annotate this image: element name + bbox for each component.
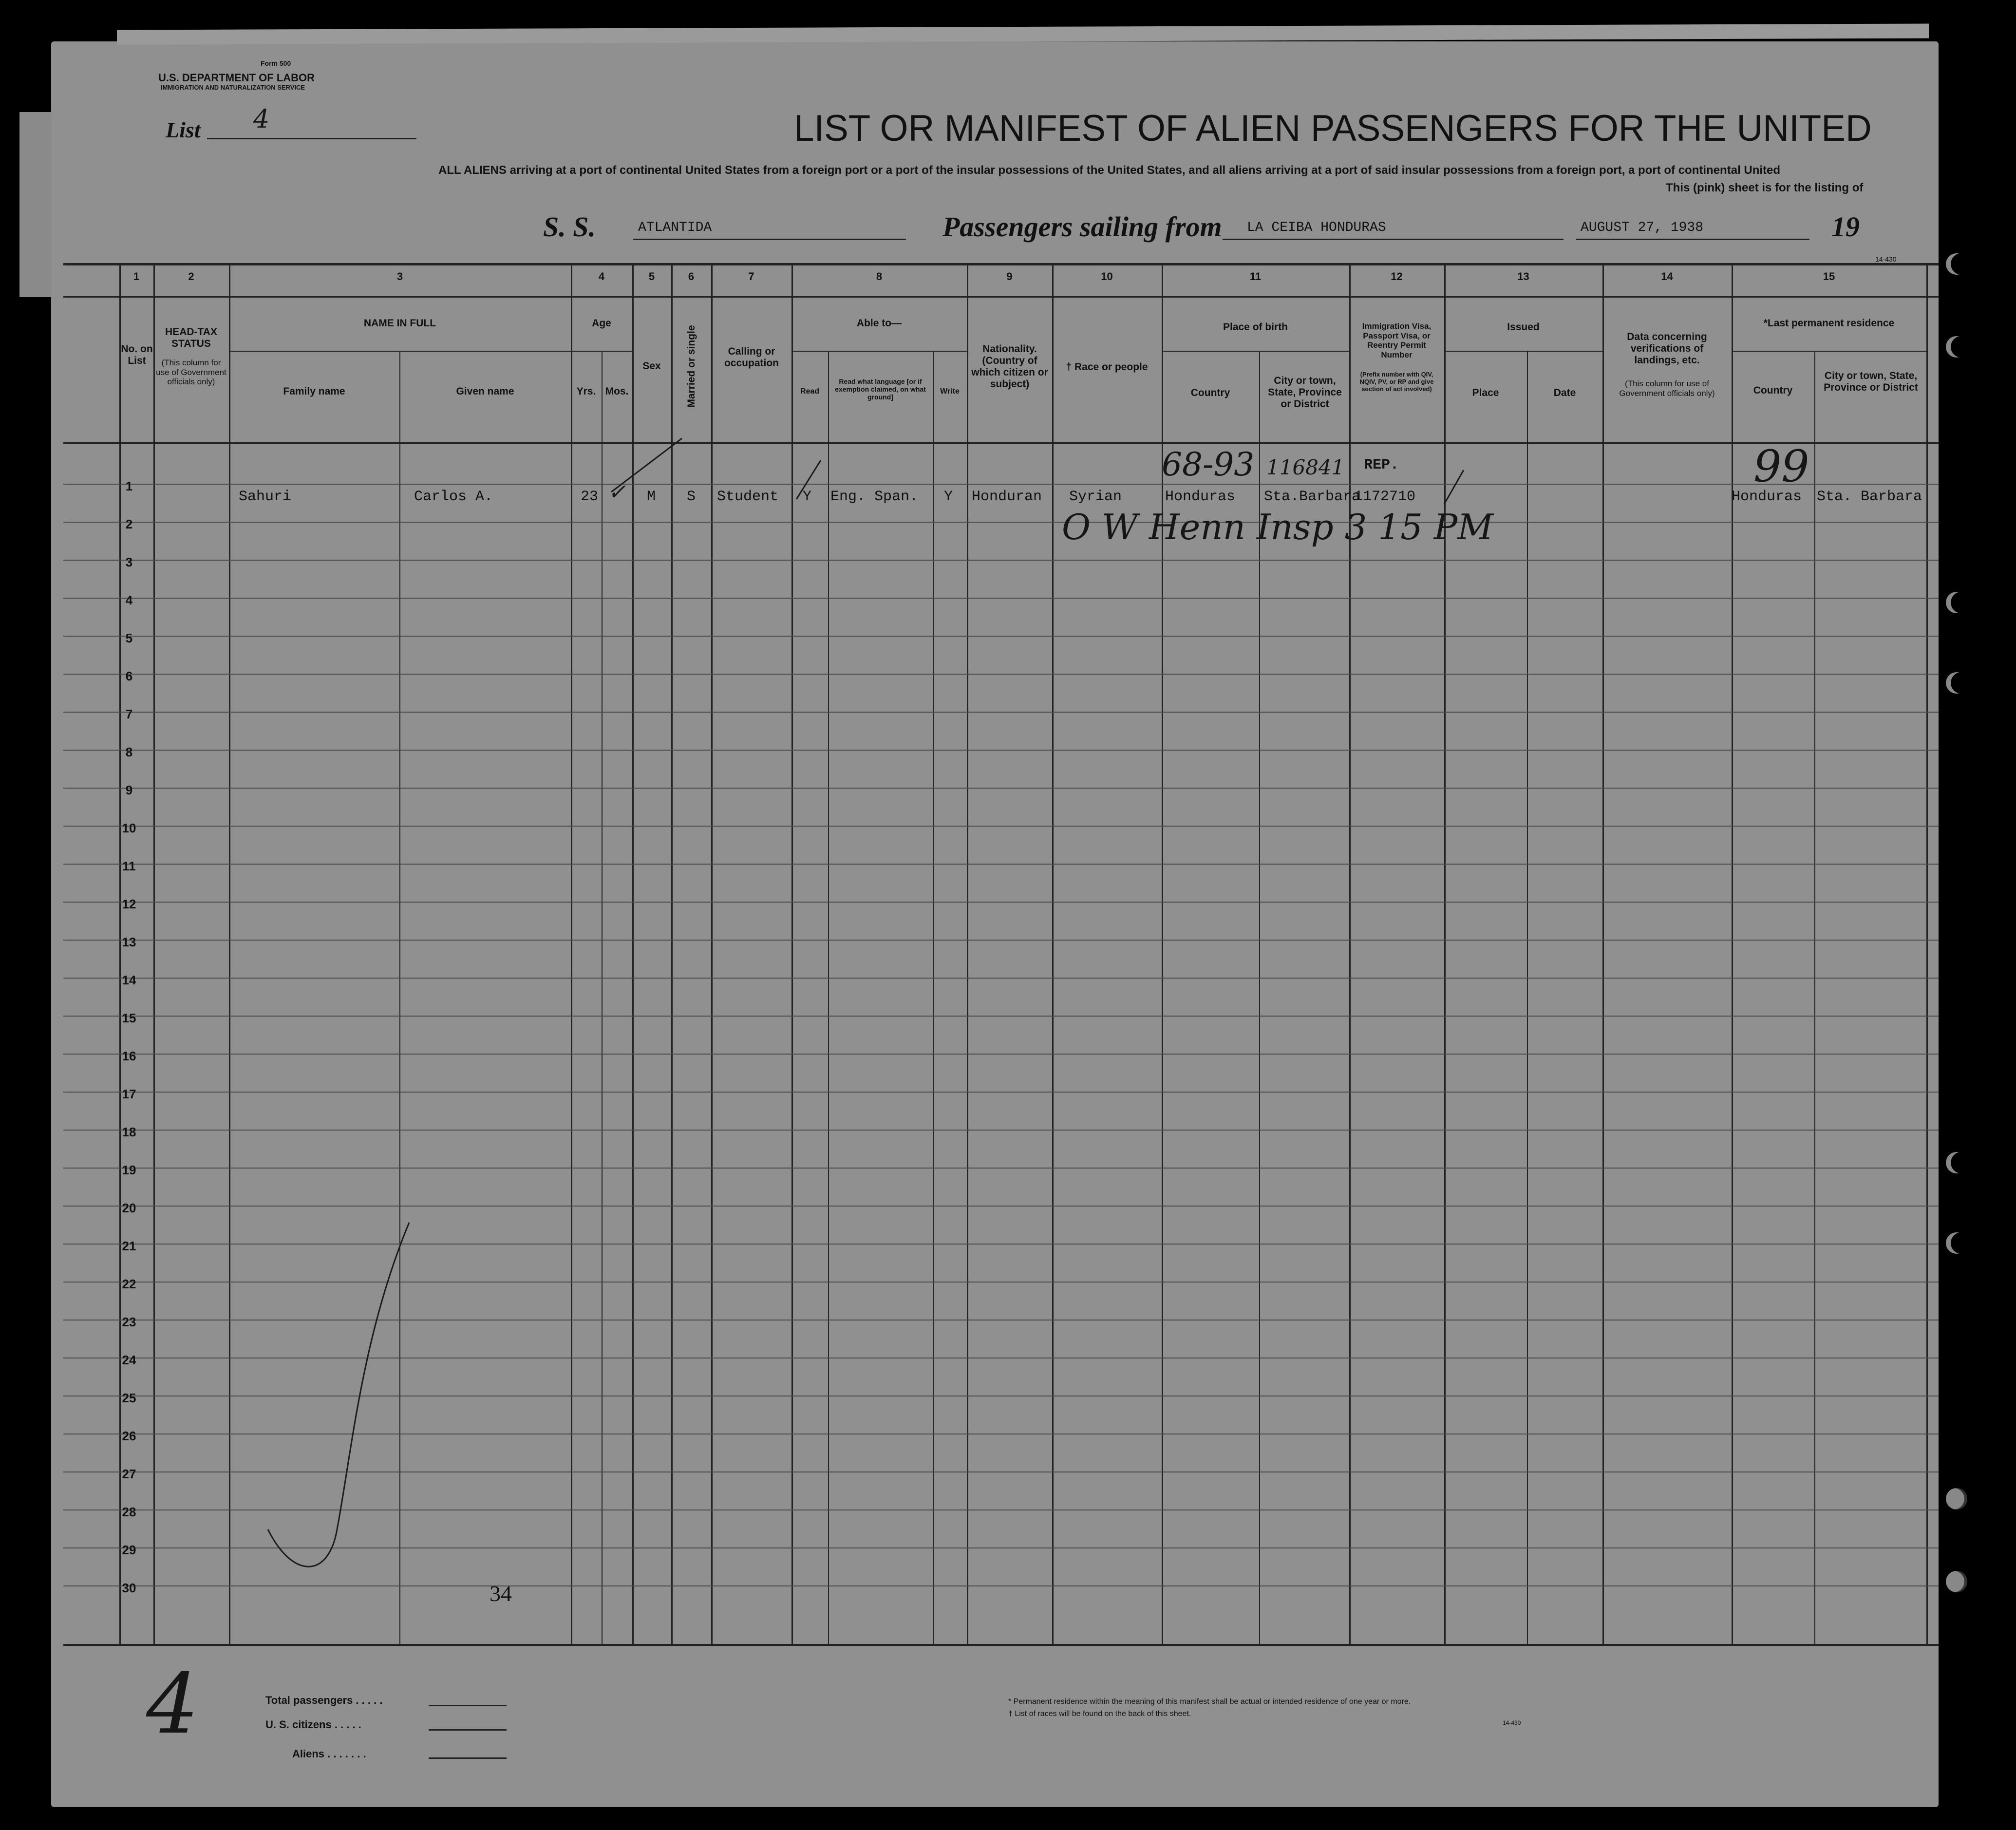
- head-calling: Calling or occupation: [724, 346, 779, 369]
- col-line: [967, 263, 968, 1644]
- head-yrs: Yrs.: [576, 386, 596, 397]
- row-line: [63, 674, 1939, 675]
- residence-note: * Permanent residence within the meaning of this manifest shall be actual or intended residence of one year or more.: [1008, 1698, 1411, 1706]
- table-bottom-rule: [63, 1644, 1939, 1646]
- count-mark: 4: [146, 1656, 199, 1753]
- col-line: [1814, 351, 1815, 1644]
- col-num: 10: [1101, 270, 1113, 283]
- row-number: 27: [122, 1467, 136, 1481]
- row-number: 8: [125, 745, 133, 759]
- col-num: 12: [1391, 270, 1403, 283]
- row-number: 6: [125, 669, 133, 683]
- sex-cell: M: [647, 489, 656, 505]
- head-head-tax: HEAD-TAX STATUS: [165, 326, 217, 350]
- head-visa: Immigration Visa, Passport Visa, or Reentry Permit Number: [1362, 321, 1432, 359]
- citizens-underline: [429, 1729, 507, 1731]
- port-underline: [1223, 239, 1564, 240]
- read-cell: Y: [803, 489, 812, 505]
- binder-hole: [1946, 336, 1967, 358]
- sheet-left-edge: [19, 112, 51, 297]
- col-line: [571, 263, 572, 1644]
- col-line: [229, 263, 230, 1644]
- able-sub-rule: [791, 351, 967, 352]
- birth-sub-rule: [1162, 351, 1349, 352]
- res-city-cell: Sta. Barbara: [1817, 489, 1922, 505]
- col-line: [791, 263, 793, 1644]
- col-line: [1602, 263, 1604, 1644]
- head-given-name: Given name: [456, 386, 514, 397]
- row-line: [63, 522, 1939, 523]
- row-line: [63, 826, 1939, 827]
- col-line: [1052, 263, 1054, 1644]
- head-name-in-full: NAME IN FULL: [363, 318, 436, 329]
- races-note: † List of races will be found on the back of this sheet.: [1008, 1710, 1191, 1718]
- aliens-label: Aliens . . . . . . .: [292, 1748, 366, 1760]
- col-num: 9: [1006, 270, 1013, 283]
- ship-name: ATLANTIDA: [638, 220, 712, 235]
- age-checkmark: ✓: [608, 480, 626, 505]
- col-line: [828, 351, 829, 1644]
- row-line: [63, 864, 1939, 865]
- row-number: 2: [125, 517, 133, 531]
- row-number: 1: [125, 479, 133, 493]
- col-num: 4: [598, 270, 605, 283]
- row-number: 30: [122, 1581, 136, 1595]
- col-line: [1349, 263, 1351, 1644]
- row-line: [63, 902, 1939, 903]
- form-number: Form 500: [261, 59, 291, 67]
- birth-country-cell: Honduras: [1165, 489, 1236, 505]
- header-bottom-rule: [63, 442, 1939, 444]
- row-line: [63, 560, 1939, 561]
- list-underline: [207, 138, 416, 139]
- visa-annotation: 116841: [1266, 455, 1345, 479]
- head-visa-note: (Prefix number with QIV, NQIV, PV, or RP and give section of act involved): [1359, 371, 1434, 393]
- col-num: 2: [188, 270, 194, 283]
- visa-number-cell: 1172710: [1354, 489, 1416, 505]
- row-number: 13: [122, 935, 136, 949]
- ss-label: S. S.: [543, 211, 596, 243]
- family-name-cell: Sahuri: [239, 489, 292, 505]
- row-line: [63, 1092, 1939, 1093]
- row-line: [63, 1206, 1939, 1207]
- sailing-port: LA CEIBA HONDURAS: [1247, 220, 1386, 235]
- row-number: 26: [122, 1429, 136, 1443]
- head-able-to: Able to—: [856, 318, 902, 329]
- binder-hole: [1946, 253, 1967, 275]
- row-number: 3: [125, 555, 133, 569]
- language-cell: Eng. Span.: [830, 489, 919, 505]
- row-number: 20: [122, 1201, 136, 1215]
- row-number: 7: [125, 707, 133, 721]
- check-stroke: [609, 434, 687, 497]
- service-label: IMMIGRATION AND NATURALIZATION SERVICE: [161, 84, 305, 91]
- col-line: [1732, 263, 1733, 1644]
- date-underline: [1576, 239, 1809, 240]
- instruction-line-1: ALL ALIENS arriving at a port of continental United States from a foreign port or a port of the insular possessions of the United States, and all aliens arriving at a port of said insular possessions from a foreign port, a port of continental United: [438, 164, 1781, 177]
- head-country: Country: [1190, 387, 1230, 398]
- res-country-cell: Honduras: [1732, 489, 1802, 505]
- department-label: U.S. DEPARTMENT OF LABOR: [158, 72, 315, 84]
- list-label: List: [166, 117, 201, 142]
- head-res-city: City or town, State, Province or District: [1824, 370, 1918, 394]
- us-citizens-label: U. S. citizens . . . . .: [265, 1718, 361, 1731]
- row-line: [63, 940, 1939, 941]
- manifest-title: LIST OR MANIFEST OF ALIEN PASSENGERS FOR THE UNITED: [794, 108, 1872, 149]
- row-number: 19: [122, 1163, 136, 1177]
- head-read: Read: [800, 387, 820, 396]
- binder-hole: [1946, 1571, 1967, 1592]
- col-line: [1926, 263, 1928, 1644]
- row-line: [63, 1016, 1939, 1017]
- head-last-res: *Last permanent residence: [1763, 318, 1895, 329]
- sailing-date: AUGUST 27, 1938: [1581, 220, 1704, 235]
- row-number: 5: [125, 631, 133, 645]
- head-nationality: Nationality. (Country of which citizen or subject): [971, 343, 1048, 390]
- row-line: [63, 788, 1939, 789]
- binder-hole: [1946, 1232, 1967, 1254]
- col-num: 8: [876, 270, 883, 283]
- header-num-rule: [63, 296, 1939, 298]
- head-place: Place: [1472, 387, 1499, 398]
- nationality-cell: Honduran: [972, 489, 1042, 505]
- row-number: 12: [122, 897, 136, 911]
- row-number: 23: [122, 1315, 136, 1329]
- race-cell: Syrian: [1069, 489, 1122, 505]
- ship-underline: [633, 239, 906, 240]
- table-top-rule: [63, 263, 1939, 265]
- head-head-tax-note: (This column for use of Government officials only): [156, 358, 226, 387]
- col-line: [602, 351, 603, 1644]
- check-stroke: [1442, 468, 1466, 507]
- col-num: 7: [748, 270, 754, 283]
- row-line: [63, 1130, 1939, 1131]
- row-line: [63, 1168, 1939, 1169]
- head-res-country: Country: [1753, 385, 1793, 396]
- sailing-label: Passengers sailing from: [942, 211, 1222, 243]
- row-number: 14: [122, 973, 136, 987]
- slash-stroke: [263, 1218, 424, 1588]
- marital-cell: S: [687, 489, 696, 505]
- row-number: 11: [122, 859, 136, 873]
- list-number: 4: [253, 105, 270, 134]
- head-sex: Sex: [642, 360, 661, 372]
- total-passengers-label: Total passengers . . . . .: [265, 1694, 383, 1706]
- birth-city-cell: Sta.Barbara: [1264, 489, 1361, 505]
- row-number: 18: [122, 1125, 136, 1139]
- res-sub-rule: [1732, 351, 1926, 352]
- col-num: 5: [648, 270, 655, 283]
- col-num: 11: [1249, 270, 1262, 283]
- row-number: 29: [122, 1543, 136, 1557]
- head-age: Age: [592, 318, 611, 329]
- instruction-line-2: This (pink) sheet is for the listing of: [1666, 181, 1864, 194]
- col-num: 6: [688, 270, 695, 283]
- aliens-underline: [429, 1757, 507, 1759]
- row-number: 24: [122, 1353, 136, 1367]
- col-num: 15: [1823, 270, 1835, 283]
- head-mos: Mos.: [605, 386, 629, 397]
- row-number: 9: [125, 783, 133, 797]
- row-line: [63, 978, 1939, 979]
- total-underline: [429, 1705, 507, 1706]
- issued-sub-rule: [1444, 351, 1602, 352]
- row-number: 4: [125, 593, 133, 607]
- row-line: [63, 712, 1939, 713]
- row-number: 10: [122, 821, 136, 835]
- head-city-town: City or town, State, Province or District: [1268, 375, 1342, 410]
- binder-hole: [1946, 1488, 1967, 1509]
- row-number: 16: [122, 1049, 136, 1063]
- col-line: [153, 263, 155, 1644]
- head-place-of-birth: Place of birth: [1223, 321, 1288, 333]
- head-family-name: Family name: [283, 386, 345, 397]
- row-line: [63, 636, 1939, 637]
- row-line: [63, 750, 1939, 751]
- year-suffix: 19: [1831, 211, 1860, 243]
- check-stroke: [794, 458, 823, 502]
- row-number: 21: [122, 1239, 136, 1253]
- row-line: [63, 484, 1939, 485]
- col-line: [933, 351, 934, 1644]
- col-num: 1: [133, 270, 140, 283]
- inspector-note: O W Henn Insp 3 15 PM: [1062, 507, 1493, 547]
- row-number: 28: [122, 1505, 136, 1519]
- col-num: 13: [1517, 270, 1529, 283]
- head-verif-note: (This column for use of Government officials only): [1619, 379, 1715, 398]
- binder-hole: [1946, 672, 1967, 694]
- col-num: 3: [396, 270, 403, 283]
- col-num: 14: [1661, 270, 1673, 283]
- age-yrs-cell: 23: [581, 489, 599, 505]
- head-issued: Issued: [1507, 321, 1540, 333]
- given-name-cell: Carlos A.: [414, 489, 493, 505]
- footer-code: 14-430: [1503, 1719, 1521, 1726]
- head-race: † Race or people: [1066, 361, 1148, 373]
- col-line: [1527, 351, 1528, 1644]
- head-no-on-list: No. on List: [121, 343, 153, 367]
- occupation-cell: Student: [717, 489, 779, 505]
- head-married: Married or single: [685, 325, 697, 408]
- row-number: 15: [122, 1011, 136, 1025]
- code-99: 99: [1753, 441, 1809, 492]
- row-line: [63, 598, 1939, 599]
- head-read-lang: Read what language [or if exemption claimed, on what ground]: [835, 377, 926, 401]
- row-number: 17: [122, 1087, 136, 1101]
- row-number: 22: [122, 1277, 136, 1291]
- col-line: [711, 263, 713, 1644]
- row-number: 25: [122, 1391, 136, 1405]
- file-number: 68-93: [1162, 446, 1255, 483]
- head-verif: Data concerning verifications of landings, etc.: [1627, 331, 1707, 366]
- visa-prefix-cell: REP.: [1364, 457, 1399, 473]
- binder-hole: [1946, 1152, 1967, 1173]
- page-number: 34: [490, 1581, 512, 1606]
- corner-code: 14-430: [1875, 255, 1897, 263]
- row-line: [63, 1054, 1939, 1055]
- head-write: Write: [940, 387, 960, 396]
- head-date: Date: [1553, 387, 1576, 398]
- write-cell: Y: [944, 489, 953, 505]
- binder-hole: [1946, 592, 1967, 613]
